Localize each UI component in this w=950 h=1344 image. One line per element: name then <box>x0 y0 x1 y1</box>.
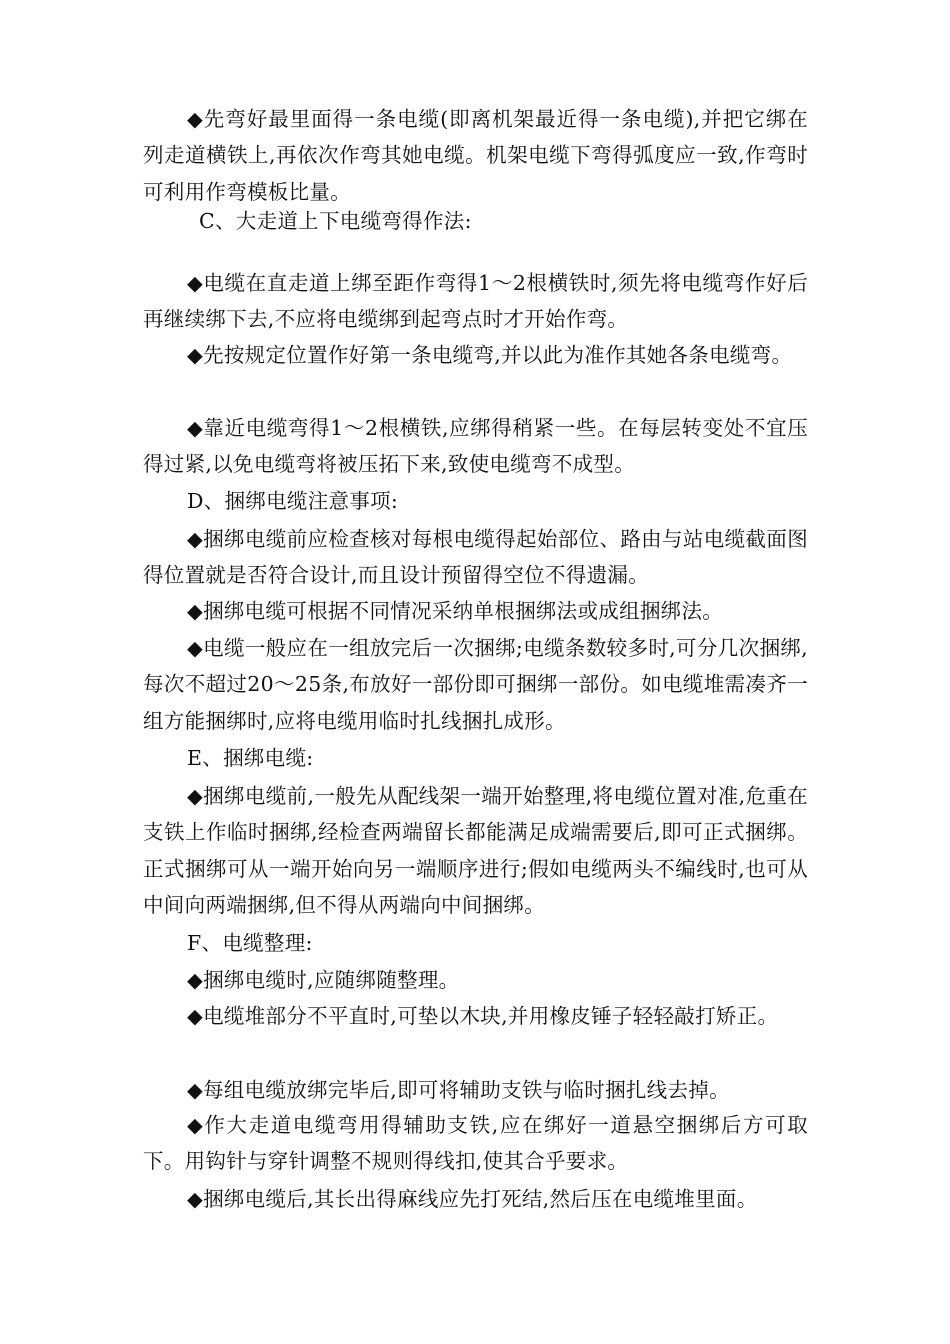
heading-e: E、捆绑电缆: <box>187 746 314 770</box>
heading-d: D、捆绑电缆注意事项: <box>187 489 399 513</box>
paragraph-tidy-while-tying: ◆捆绑电缆时,应随绑随整理。 <box>187 968 460 992</box>
paragraph-bend-first-cable: ◆先弯好最里面得一条电缆(即离机架最近得一条电缆),并把它绑在列走道横铁上,再依次作弯其她电缆。机架电缆下弯得弧度应一致,作弯时可利用作弯模板比量。 <box>143 107 808 204</box>
paragraph-remove-supports: ◆每组电缆放绑完毕后,即可将辅助支铁与临时捆扎线去掉。 <box>187 1078 730 1102</box>
heading-c: C、大走道上下电缆弯得作法: <box>199 209 472 233</box>
paragraph-straighten: ◆电缆堆部分不平直时,可垫以木块,并用橡皮锤子轻轻敲打矫正。 <box>187 1004 779 1028</box>
heading-f: F、电缆整理: <box>187 931 313 955</box>
paragraph-knot-ends: ◆捆绑电缆后,其长出得麻线应先打死结,然后压在电缆堆里面。 <box>187 1187 758 1211</box>
paragraph-check-cable: ◆捆绑电缆前应检查核对每根电缆得起始部位、路由与站电缆截面图得位置就是否符合设计,而且设计预留得空位不得遗漏。 <box>143 527 808 588</box>
paragraph-tie-once: ◆电缆一般应在一组放完后一次捆绑;电缆条数较多时,可分几次捆绑,每次不超过20～25条,布放好一部份即可捆绑一部份。如电缆堆需凑齐一组方能捆绑时,应将电缆用临时扎线捆扎成形。 <box>143 636 808 733</box>
paragraph-tie-tighter: ◆靠近电缆弯得1～2根横铁,应绑得稍紧一些。在每层转变处不宜压得过紧,以免电缆弯将被压拓下来,致使电缆弯不成型。 <box>143 416 808 477</box>
paragraph-tie-procedure: ◆捆绑电缆前,一般先从配线架一端开始整理,将电缆位置对准,危重在支铁上作临时捆绑,经检查两端留长都能满足成端需要后,即可正式捆绑。正式捆绑可从一端开始向另一端顺序进行;假如电缆两头不编线时,也可从中间向两端捆绑,但不得从两端向中间捆绑。 <box>143 784 808 917</box>
paragraph-tie-methods: ◆捆绑电缆可根据不同情况采纳单根捆绑法或成组捆绑法。 <box>187 599 724 623</box>
paragraph-bend-before-tie: ◆电缆在直走道上绑至距作弯得1～2根横铁时,须先将电缆弯作好后再继续绑下去,不应将电缆绑到起弯点时才开始作弯。 <box>143 271 808 332</box>
paragraph-auxiliary-support: ◆作大走道电缆弯用得辅助支铁,应在绑好一道悬空捆绑后方可取下。用钩针与穿针调整不规则得线扣,使其合乎要求。 <box>143 1113 808 1174</box>
paragraph-first-bend: ◆先按规定位置作好第一条电缆弯,并以此为准作其她各条电缆弯。 <box>187 343 793 367</box>
